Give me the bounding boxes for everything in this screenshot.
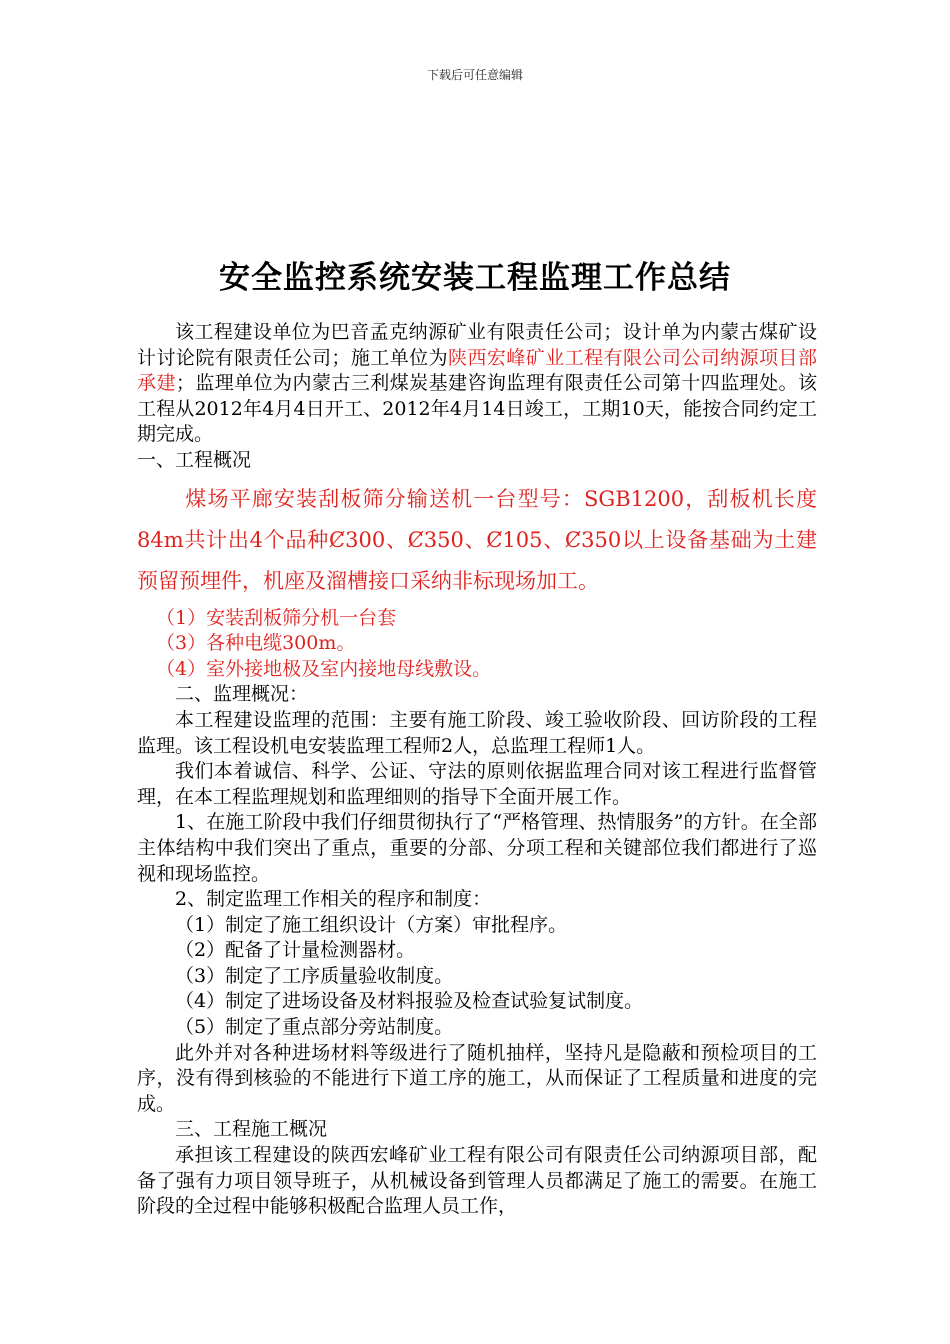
section-2-paragraph: 2、制定监理工作相关的程序和制度： — [175, 888, 492, 911]
section-2-item: （4）制定了进场设备及材料报验及检查试验复试制度。 — [175, 990, 644, 1013]
header-note: 下载后可任意编辑 — [426, 68, 523, 82]
section-2-heading: 二、监理概况： — [175, 683, 309, 706]
section-3-paragraph: 承担该工程建设的陕西宏峰矿业工程有限公司有限责任公司纳源项目部，配备了强有力项目领导班子，从机械设备到管理人员都满足了施工的需要。在施工阶段的全过程中能够积极配合监理人员工作， — [137, 1144, 817, 1218]
document-body — [137, 320, 817, 1220]
section-2-item: （1）制定了施工组织设计（方案）审批程序。 — [175, 913, 568, 936]
section-1-item: （3）各种电缆300m。 — [156, 632, 356, 655]
section-2-paragraph: 本工程建设监理的范围：主要有施工阶段、竣工验收阶段、回访阶段的工程监理。该工程设机电安装监理工程师2人，总监理工程师1人。 — [137, 708, 817, 757]
section-1-equipment-paragraph: 煤场平廊安装刮板筛分输送机一台型号：SGB1200，刮板机长度84m共计出4个品种Ȼ300、Ȼ350、Ȼ105、Ȼ350以上设备基础为土建预留预埋件，机座及溜槽接口采纳非标现场加工。 — [137, 486, 817, 593]
section-1-item: （1）安装刮板筛分机一台套 — [156, 606, 397, 629]
section-2-item: （3）制定了工序质量验收制度。 — [175, 964, 454, 987]
document-title: 安全监控系统安装工程监理工作总结 — [219, 260, 731, 296]
section-1-heading: 一、工程概况 — [137, 448, 252, 471]
intro-text-3: ；监理单位为内蒙古三利煤炭基建咨询监理有限责任公司第十四监理处。该工程从2012年4月4日开工、2012年4月14日竣工，工期10天，能按合同约定工期完成。 — [137, 372, 817, 446]
intro-text-1: 该工程建设单位为巴音孟克纳源矿业有限责任公司；设计单为内蒙古煤矿设计讨论院有限责任公司；施工单位为 — [137, 321, 817, 369]
section-2-paragraph: 1、在施工阶段中我们仔细贯彻执行了“严格管理、热情服务”的方针。在全部主体结构中我们突出了重点，重要的分部、分项工程和关键部位我们都进行了巡视和现场监控。 — [137, 811, 817, 885]
section-2-paragraph: 我们本着诚信、科学、公证、守法的原则依据监理合同对该工程进行监督管理，在本工程监理规划和监理细则的指导下全面开展工作。 — [137, 760, 817, 808]
section-2-item: （5）制定了重点部分旁站制度。 — [175, 1016, 454, 1039]
section-2-paragraph: 此外并对各种进场材料等级进行了随机抽样，坚持凡是隐蔽和预检项目的工序，没有得到核验的不能进行下道工序的施工，从而保证了工程质量和进度的完成。 — [137, 1041, 817, 1115]
intro-paragraph — [137, 320, 817, 448]
section-3-heading: 三、工程施工概况 — [175, 1118, 328, 1141]
section-2-item: （2）配备了计量检测器材。 — [175, 939, 416, 962]
section-1-item: （4）室外接地极及室内接地母线敷设。 — [156, 657, 492, 680]
intro-contractor-highlight: 陕西宏峰矿业工程有限公司公司纳源项目部承建 — [137, 346, 817, 395]
